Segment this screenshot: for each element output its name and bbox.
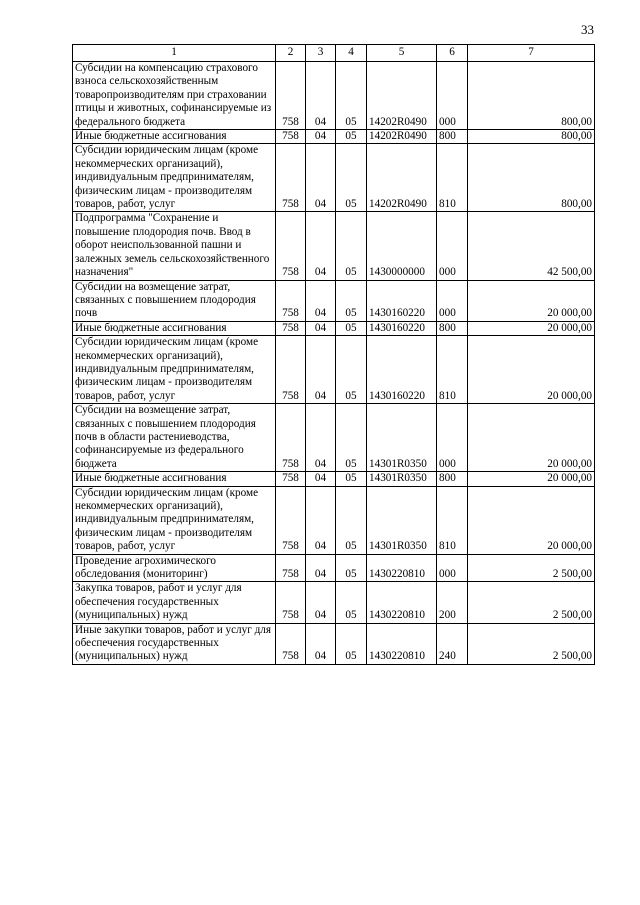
row-rz: 04 [306, 404, 336, 472]
row-vr: 810 [437, 144, 468, 212]
row-pr: 05 [336, 582, 367, 623]
row-grbs: 758 [276, 582, 306, 623]
row-pr: 05 [336, 623, 367, 664]
row-rz: 04 [306, 212, 336, 280]
row-vr: 200 [437, 582, 468, 623]
row-name: Субсидии юридическим лицам (кроме некоммерческих организаций), индивидуальным предпринимателям, физическим лицам - производителям товаров, работ, услуг [73, 486, 276, 554]
row-name: Субсидии на компенсацию страхового взноса сельскохозяйственным товаропроизводителям при страховании птицы и животных, софинансируемые из федерального бюджета [73, 62, 276, 130]
column-header: 3 [306, 45, 336, 62]
row-csr: 1430160220 [367, 280, 437, 321]
row-rz: 04 [306, 130, 336, 144]
row-grbs: 758 [276, 212, 306, 280]
table-row [73, 62, 595, 130]
row-name: Иные бюджетные ассигнования [73, 472, 276, 486]
row-name: Закупка товаров, работ и услуг для обеспечения государственных (муниципальных) нужд [73, 582, 276, 623]
table-row [73, 336, 595, 404]
table-row [73, 212, 595, 280]
row-csr: 14202R0490 [367, 62, 437, 130]
budget-table [72, 44, 595, 665]
row-rz: 04 [306, 280, 336, 321]
row-rz: 04 [306, 486, 336, 554]
table-row [73, 472, 595, 486]
row-grbs: 758 [276, 623, 306, 664]
row-pr: 05 [336, 144, 367, 212]
row-csr: 14301R0350 [367, 404, 437, 472]
column-header: 1 [73, 45, 276, 62]
row-rz: 04 [306, 336, 336, 404]
row-vr: 810 [437, 486, 468, 554]
row-vr: 000 [437, 554, 468, 582]
row-amount: 20 000,00 [468, 321, 595, 335]
row-csr: 1430160220 [367, 321, 437, 335]
row-vr: 000 [437, 404, 468, 472]
row-csr: 1430220810 [367, 554, 437, 582]
table-row [73, 144, 595, 212]
row-grbs: 758 [276, 486, 306, 554]
row-pr: 05 [336, 62, 367, 130]
row-pr: 05 [336, 486, 367, 554]
row-amount: 800,00 [468, 62, 595, 130]
table-row [73, 130, 595, 144]
row-grbs: 758 [276, 404, 306, 472]
column-header: 5 [367, 45, 437, 62]
table-row [73, 554, 595, 582]
row-vr: 000 [437, 280, 468, 321]
row-vr: 800 [437, 321, 468, 335]
table-header-row [73, 45, 595, 62]
row-rz: 04 [306, 582, 336, 623]
row-rz: 04 [306, 623, 336, 664]
row-pr: 05 [336, 130, 367, 144]
row-amount: 20 000,00 [468, 472, 595, 486]
row-name: Субсидии на возмещение затрат, связанных с повышением плодородия почв [73, 280, 276, 321]
row-pr: 05 [336, 321, 367, 335]
row-amount: 2 500,00 [468, 554, 595, 582]
row-pr: 05 [336, 212, 367, 280]
row-grbs: 758 [276, 280, 306, 321]
row-name: Субсидии на возмещение затрат, связанных с повышением плодородия почв в области растениеводства, софинансируемые из федерального бюджета [73, 404, 276, 472]
row-grbs: 758 [276, 472, 306, 486]
row-name: Субсидии юридическим лицам (кроме некоммерческих организаций), индивидуальным предпринимателям, физическим лицам - производителям товаров, работ, услуг [73, 144, 276, 212]
row-amount: 20 000,00 [468, 280, 595, 321]
row-csr: 14202R0490 [367, 130, 437, 144]
row-pr: 05 [336, 472, 367, 486]
row-amount: 20 000,00 [468, 404, 595, 472]
row-vr: 240 [437, 623, 468, 664]
row-name: Подпрограмма "Сохранение и повышение плодородия почв. Ввод в оборот неиспользованной пашни и залежных земель сельскохозяйственного назначения" [73, 212, 276, 280]
row-csr: 14301R0350 [367, 472, 437, 486]
row-amount: 2 500,00 [468, 582, 595, 623]
row-grbs: 758 [276, 62, 306, 130]
page-number: 33 [581, 22, 594, 37]
row-amount: 20 000,00 [468, 336, 595, 404]
column-header: 2 [276, 45, 306, 62]
row-amount: 20 000,00 [468, 486, 595, 554]
row-vr: 000 [437, 62, 468, 130]
row-name: Проведение агрохимического обследования (мониторинг) [73, 554, 276, 582]
column-header: 6 [437, 45, 468, 62]
row-pr: 05 [336, 336, 367, 404]
table-row [73, 582, 595, 623]
row-rz: 04 [306, 62, 336, 130]
row-vr: 800 [437, 130, 468, 144]
row-pr: 05 [336, 280, 367, 321]
table-row [73, 486, 595, 554]
row-rz: 04 [306, 554, 336, 582]
row-rz: 04 [306, 472, 336, 486]
row-amount: 800,00 [468, 144, 595, 212]
row-csr: 1430160220 [367, 336, 437, 404]
row-name: Иные бюджетные ассигнования [73, 130, 276, 144]
row-amount: 2 500,00 [468, 623, 595, 664]
row-pr: 05 [336, 404, 367, 472]
row-csr: 1430220810 [367, 623, 437, 664]
row-pr: 05 [336, 554, 367, 582]
row-grbs: 758 [276, 321, 306, 335]
row-grbs: 758 [276, 554, 306, 582]
row-name: Иные бюджетные ассигнования [73, 321, 276, 335]
row-amount: 42 500,00 [468, 212, 595, 280]
column-header: 4 [336, 45, 367, 62]
row-csr: 1430220810 [367, 582, 437, 623]
row-grbs: 758 [276, 336, 306, 404]
row-grbs: 758 [276, 130, 306, 144]
row-csr: 14202R0490 [367, 144, 437, 212]
row-rz: 04 [306, 321, 336, 335]
table-row [73, 321, 595, 335]
row-csr: 1430000000 [367, 212, 437, 280]
row-amount: 800,00 [468, 130, 595, 144]
table-row [73, 623, 595, 664]
table-row [73, 280, 595, 321]
row-name: Иные закупки товаров, работ и услуг для обеспечения государственных (муниципальных) нужд [73, 623, 276, 664]
row-csr: 14301R0350 [367, 486, 437, 554]
row-vr: 000 [437, 212, 468, 280]
row-vr: 810 [437, 336, 468, 404]
row-name: Субсидии юридическим лицам (кроме некоммерческих организаций), индивидуальным предпринимателям, физическим лицам - производителям товаров, работ, услуг [73, 336, 276, 404]
table-row [73, 404, 595, 472]
row-grbs: 758 [276, 144, 306, 212]
column-header: 7 [468, 45, 595, 62]
row-vr: 800 [437, 472, 468, 486]
row-rz: 04 [306, 144, 336, 212]
